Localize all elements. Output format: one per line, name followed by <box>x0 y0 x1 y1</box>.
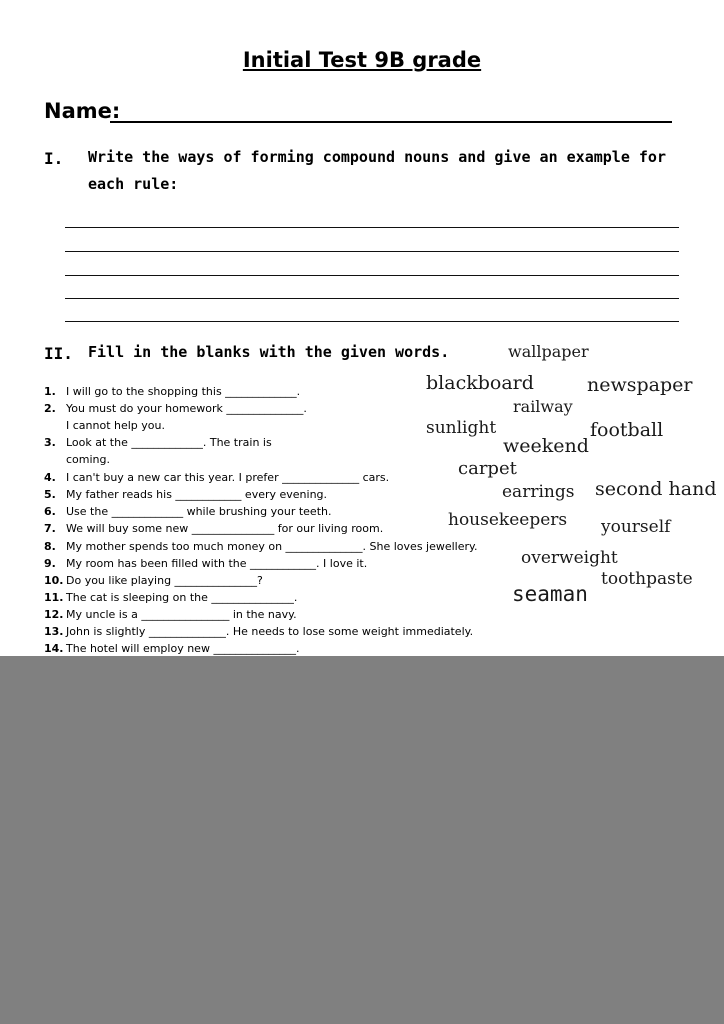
page-title: Initial Test 9B grade <box>242 48 482 72</box>
name-label: Name: <box>44 99 121 123</box>
word-bank-item: football <box>590 419 664 441</box>
answer-line[interactable] <box>65 251 679 252</box>
word-bank-item: wallpaper <box>508 342 589 361</box>
answer-line[interactable] <box>65 298 679 299</box>
answer-line[interactable] <box>65 227 679 228</box>
question-item: 3. Look at the _____________. The train is <box>44 436 272 449</box>
word-bank-item: earrings <box>502 482 575 502</box>
section-2-instruction: Fill in the blanks with the given words. <box>88 343 450 361</box>
question-item: 9. My room has been filled with the ____________. I love it. <box>44 557 368 570</box>
word-bank-item: second hand <box>595 478 717 500</box>
question-item: 6. Use the _____________ while brushing your teeth. <box>44 505 332 518</box>
word-bank-item: railway <box>513 397 573 416</box>
section-1-instruction-line1: Write the ways of forming compound nouns and give an example for <box>88 148 666 166</box>
section-2-number: II. <box>44 344 73 363</box>
word-bank-item: housekeepers <box>448 510 568 530</box>
occluded-area-edge <box>0 662 352 668</box>
question-item: 11. The cat is sleeping on the _______________. <box>44 591 298 604</box>
word-bank-item: yourself <box>601 517 671 537</box>
answer-line[interactable] <box>65 321 679 322</box>
question-item: 12. My uncle is a ________________ in the navy. <box>44 608 297 621</box>
word-bank-item: blackboard <box>426 372 534 394</box>
question-item: I cannot help you. <box>66 419 165 432</box>
section-1-number: I. <box>44 149 64 168</box>
question-item: 7. We will buy some new _______________ for our living room. <box>44 522 384 535</box>
question-item: coming. <box>66 453 110 466</box>
occluded-area <box>0 656 724 1024</box>
question-item: 14. The hotel will employ new _______________. <box>44 642 300 655</box>
word-bank-item: overweight <box>521 548 618 568</box>
word-bank-item: seaman <box>512 582 588 606</box>
section-1-instruction-line2: each rule: <box>88 175 179 193</box>
word-bank-item: newspaper <box>587 374 693 396</box>
question-item: 10. Do you like playing _______________? <box>44 574 263 587</box>
word-bank-item: sunlight <box>426 418 497 438</box>
question-item: 5. My father reads his ____________ every evening. <box>44 488 328 501</box>
answer-line[interactable] <box>65 275 679 276</box>
name-field-line[interactable] <box>110 121 672 123</box>
word-bank-item: weekend <box>503 435 589 457</box>
question-item: 1. I will go to the shopping this _____________. <box>44 385 301 398</box>
word-bank-item: carpet <box>458 458 517 479</box>
question-item: 4. I can't buy a new car this year. I prefer ______________ cars. <box>44 471 390 484</box>
word-bank-item: toothpaste <box>601 569 693 589</box>
question-item: 2. You must do your homework ______________. <box>44 402 307 415</box>
question-item: 8. My mother spends too much money on ______________. She loves jewellery. <box>44 540 478 553</box>
question-item: 13. John is slightly ______________. He needs to lose some weight immediately. <box>44 625 474 638</box>
